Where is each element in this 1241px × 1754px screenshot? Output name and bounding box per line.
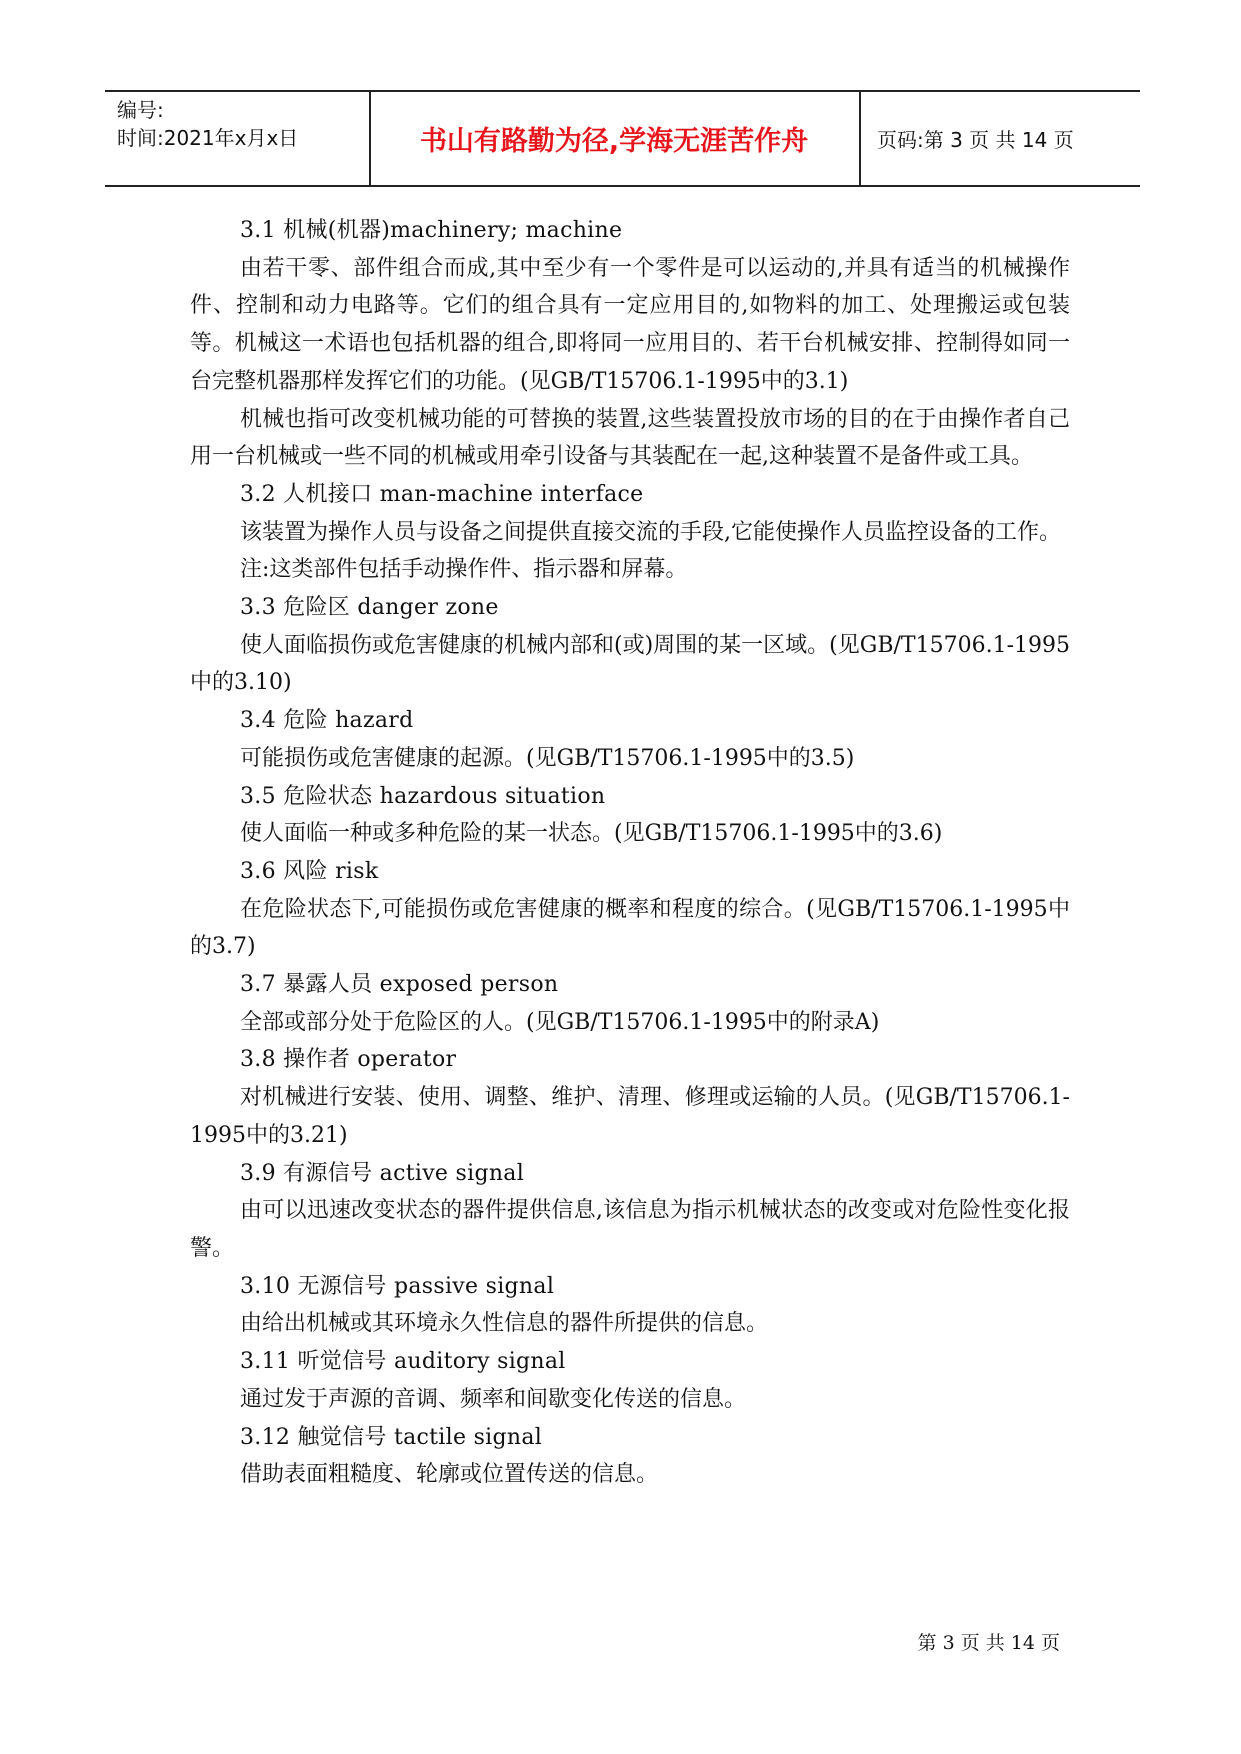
document-number-label: 编号: — [117, 98, 164, 122]
definition-paragraph: 机械也指可改变机械功能的可替换的装置,这些装置投放市场的目的在于由操作者自己用一台机械或一些不同的机械或用牵引设备与其装配在一起,这种装置不是备件或工具。 — [190, 406, 1070, 470]
term-heading: 3.5 危险状态 hazardous situation — [240, 783, 606, 809]
term-heading: 3.4 危险 hazard — [240, 708, 414, 734]
document-body — [190, 212, 1070, 1494]
term-heading: 3.1 机械(机器)machinery; machine — [240, 218, 623, 243]
note-paragraph: 注:这类部件包括手动操作件、指示器和屏幕。 — [240, 557, 688, 583]
header-motto: 书山有路勤为径,学海无涯苦作舟 — [419, 126, 809, 157]
term-heading: 3.3 危险区 danger zone — [240, 595, 499, 621]
document-time-label: 时间:2021年x月x日 — [117, 126, 299, 150]
term-heading: 3.12 触觉信号 tactile signal — [240, 1424, 543, 1450]
term-heading: 3.10 无源信号 passive signal — [240, 1273, 555, 1299]
header-motto-cell — [369, 92, 861, 185]
header-page-cell — [861, 92, 1140, 185]
definition-paragraph: 由若干零、部件组合而成,其中至少有一个零件是可以运动的,并具有适当的机械操作件、控制和动力电路等。它们的组合具有一定应用目的,如物料的加工、处理搬运或包装等。机械这一术语也包括机器的组合,即将同一应用目的、若干台机械安排、控制得如同一台完整机器那样发挥它们的功能。(见GB/T15706.1-1995中的3.1) — [190, 255, 1070, 394]
term-heading: 3.11 听觉信号 auditory signal — [240, 1349, 566, 1375]
header-meta-cell — [105, 92, 371, 185]
definition-paragraph: 在危险状态下,可能损伤或危害健康的概率和程度的综合。(见GB/T15706.1-1995中的3.7) — [190, 896, 1070, 960]
term-heading: 3.8 操作者 operator — [240, 1047, 457, 1073]
term-heading: 3.6 风险 risk — [240, 858, 379, 884]
term-heading: 3.9 有源信号 active signal — [240, 1160, 525, 1186]
document-header — [105, 90, 1140, 187]
definition-paragraph: 对机械进行安装、使用、调整、维护、清理、修理或运输的人员。(见GB/T15706.1-1995中的3.21) — [190, 1085, 1070, 1148]
header-page-code: 页码:第 3 页 共 14 页 — [877, 128, 1074, 152]
definition-paragraph: 使人面临损伤或危害健康的机械内部和(或)周围的某一区域。(见GB/T15706.1-1995中的3.10) — [190, 632, 1070, 696]
definition-paragraph: 该装置为操作人员与设备之间提供直接交流的手段,它能使操作人员监控设备的工作。 — [240, 519, 1061, 545]
definition-paragraph: 使人面临一种或多种危险的某一状态。(见GB/T15706.1-1995中的3.6) — [240, 821, 943, 847]
term-heading: 3.2 人机接口 man-machine interface — [240, 481, 644, 507]
definition-paragraph: 由给出机械或其环境永久性信息的器件所提供的信息。 — [240, 1311, 769, 1337]
definition-paragraph: 借助表面粗糙度、轮廓或位置传送的信息。 — [240, 1462, 659, 1488]
definition-paragraph: 由可以迅速改变状态的器件提供信息,该信息为指示机械状态的改变或对危险性变化报警。 — [190, 1198, 1070, 1261]
definition-paragraph: 全部或部分处于危险区的人。(见GB/T15706.1-1995中的附录A) — [240, 1009, 880, 1035]
definition-paragraph: 通过发于声源的音调、频率和间歇变化传送的信息。 — [240, 1386, 747, 1412]
definition-paragraph: 可能损伤或危害健康的起源。(见GB/T15706.1-1995中的3.5) — [240, 745, 855, 771]
page-footer: 第 3 页 共 14 页 — [917, 1632, 1060, 1654]
term-heading: 3.7 暴露人员 exposed person — [240, 972, 559, 998]
